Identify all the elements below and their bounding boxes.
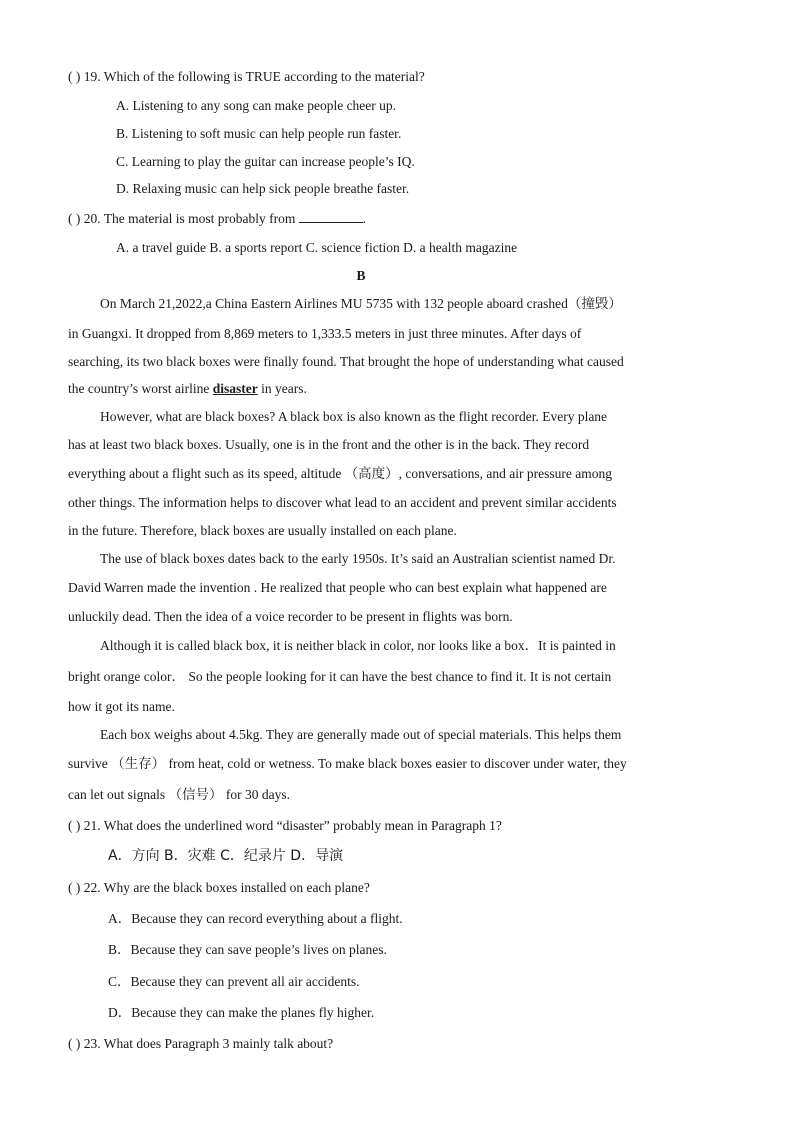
passage-text: in years.: [261, 381, 307, 396]
passage-line: has at least two black boxes. Usually, one is in the front and the other is in the back. They record: [68, 437, 590, 452]
passage-title: B: [356, 268, 366, 283]
passage-line: David Warren made the invention . He realized that people who can best explain what happened are: [68, 580, 607, 595]
passage-line: searching, its two black boxes were finally found. That brought the hope of understanding what caused: [68, 354, 624, 369]
passage-line: in the future. Therefore, black boxes are usually installed on each plane.: [68, 523, 457, 538]
passage-line: The use of black boxes dates back to the early 1950s. It’s said an Australian scientist named Dr.: [100, 551, 616, 566]
q20-stem-end: .: [362, 211, 367, 226]
passage-line: Although it is called black box, it is neither black in color, nor looks like a box．It is painted in: [100, 638, 616, 653]
passage-text: the country’s worst airline: [68, 381, 210, 396]
question-22-stem: ( ) 22. Why are the black boxes installed on each plane?: [68, 880, 370, 895]
q20-stem-text: ( ) 20. The material is most probably from: [68, 211, 296, 226]
question-21-stem: ( ) 21. What does the underlined word “disaster” probably mean in Paragraph 1?: [68, 818, 502, 833]
passage-line: other things. The information helps to discover what lead to an accident and prevent similar accidents: [68, 495, 617, 510]
q19-option-c: C. Learning to play the guitar can increase people’s IQ.: [116, 154, 415, 169]
question-23-stem: ( ) 23. What does Paragraph 3 mainly talk about?: [68, 1036, 334, 1051]
q22-option-a: A．Because they can record everything about a flight.: [108, 911, 403, 926]
passage-line: On March 21,2022,a China Eastern Airlines MU 5735 with 132 people aboard crashed（撞毁）: [100, 296, 622, 311]
passage-line: everything about a flight such as its speed, altitude （高度）, conversations, and air pressure among: [68, 466, 612, 481]
passage-line: survive （生存） from heat, cold or wetness. To make black boxes easier to discover under water, they: [68, 756, 627, 771]
passage-line: how it got its name.: [68, 699, 175, 714]
question-19-stem: ( ) 19. Which of the following is TRUE according to the material?: [68, 69, 425, 84]
q19-option-d: D. Relaxing music can help sick people breathe faster.: [116, 181, 410, 196]
q19-option-a: A. Listening to any song can make people cheer up.: [116, 98, 397, 113]
q21-options: A．方向 B．灾难 C．纪录片 D．导演: [108, 848, 344, 864]
passage-line: However, what are black boxes? A black box is also known as the flight recorder. Every plane: [100, 409, 608, 424]
q22-option-b: B．Because they can save people’s lives on planes.: [108, 942, 387, 957]
q20-options: A. a travel guide B. a sports report C. science fiction D. a health magazine: [116, 240, 518, 255]
passage-line: unluckily dead. Then the idea of a voice recorder to be present in flights was born.: [68, 609, 513, 624]
passage-line: [68, 380, 728, 398]
question-20-stem: [68, 209, 366, 228]
passage-line: bright orange color． So the people looking for it can have the best chance to find it. It is not certain: [68, 669, 612, 684]
q22-option-d: D．Because they can make the planes fly higher.: [108, 1005, 375, 1020]
q22-option-c: C．Because they can prevent all air accidents.: [108, 974, 360, 989]
passage-line: Each box weighs about 4.5kg. They are generally made out of special materials. This helps them: [100, 727, 622, 742]
passage-line: can let out signals （信号） for 30 days.: [68, 787, 290, 802]
q19-option-b: B. Listening to soft music can help people run faster.: [116, 126, 402, 141]
underlined-word-disaster: disaster: [212, 381, 258, 396]
answer-blank: [299, 209, 363, 223]
passage-line: in Guangxi. It dropped from 8,869 meters to 1,333.5 meters in just three minutes. After days of: [68, 326, 582, 341]
